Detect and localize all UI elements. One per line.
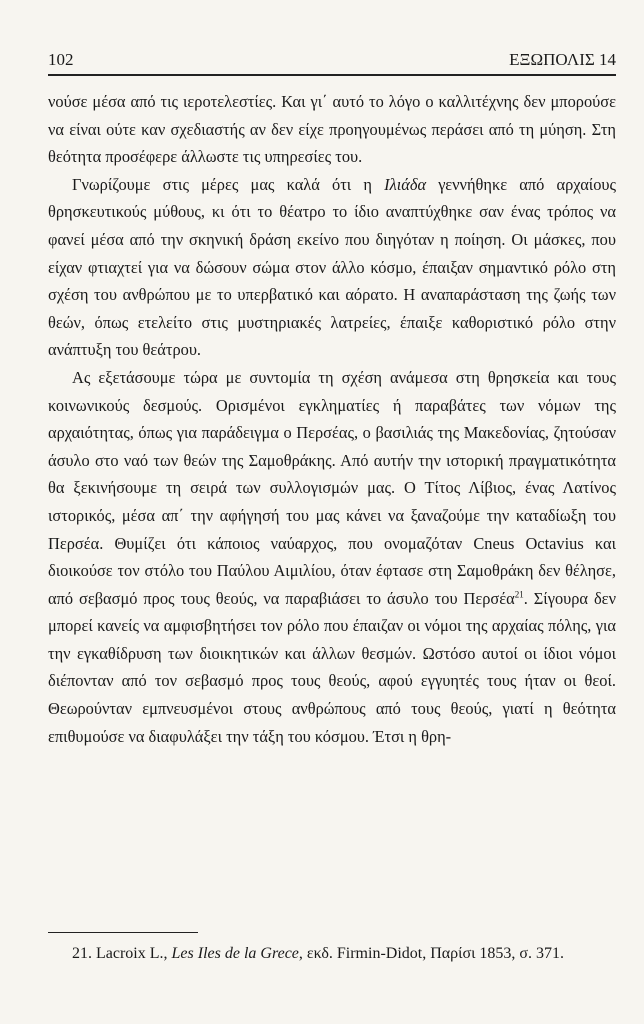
footnote-divider (48, 932, 198, 933)
footnote-author: Lacroix L., (92, 945, 172, 962)
running-header (48, 50, 616, 76)
paragraph-iliad (48, 171, 616, 364)
page-number: 102 (48, 50, 74, 69)
footnote (48, 942, 616, 966)
footnote-details: , εκδ. Firmin-Didot, Παρίσι 1853, σ. 371. (298, 945, 564, 962)
iliad-title: Ιλιάδα (384, 174, 427, 194)
footnote-title: Les Iles de la Grece (171, 945, 299, 962)
footnote-reference[interactable]: 21 (514, 589, 524, 600)
paragraph-iliad-start: Γνωρίζουμε στις μέρες μας καλά ότι η (72, 174, 385, 194)
body-text (48, 88, 616, 750)
paragraph-religion (48, 364, 616, 750)
paragraph-religion-end: . Σίγουρα δεν μπορεί κανείς να αμφισβητήσει τον ρόλο που έπαιζαν οι νόμοι της αρχαίας πόλης, για την εγκαθίδρυση των διοικητικών και άλλων θεσμών. Ωστόσο αυτοί οι ίδιοι νόμοι διέπονταν από τον σεβασμό προς τους θεούς, αφού εγγυητές τους ήταν οι θεοί. Θεωρούνταν εμπνευσμένοι στους ανθρώπους από τους θεούς, γιατί η θεότητα επιθυμούσε να διαφυλάξει την τάξη του κόσμου. Έτσι η θρη- (48, 588, 616, 746)
paragraph-continuation: νούσε μέσα από τις ιεροτελεστίες. Και γι΄ αυτό το λόγο ο καλλιτέχνης δεν μπορούσε να είναι ούτε καν σχεδιαστής αν δεν είχε προηγουμένως περάσει από τη μύηση. Στη θεότητα προσέφερε άλλωστε τις υπηρεσίες του. (48, 92, 616, 167)
paragraph-religion-start: Ας εξετάσουμε τώρα με συντομία τη σχέση ανάμεσα στη θρησκεία και τους κοινωνικούς δεσμούς. Ορισμένοι εγκληματίες ή παραβάτες των νόμων της αρχαιότητας, όπως για παράδειγμα ο Περσέας, ο βασιλιάς της Μακεδονίας, ζητούσαν άσυλο στο ναό των θεών της Σαμοθράκης. Από αυτήν την ιστορική πραγματικότητα θα ξεκινήσουμε τη σειρά των συλλογισμών μας. Ο Τίτος Λίβιος, ένας Λατίνος ιστορικός, μέσα απ΄ την αφήγησή του μας κάνει να ξαναζούμε την καταδίωξη του Περσέα. Θυμίζει ότι κάποιος ναύαρχος, που ονομαζόταν Cneus Octavius και διοικούσε τον στόλο του Παύλου Αιμιλίου, όταν έφτασε στη Σαμοθράκη δεν θέλησε, από σεβασμό προς τους θεούς, να παραβιάσει το άσυλο του Περσέα (48, 367, 616, 608)
footnote-number: 21. (72, 945, 92, 962)
running-title: ΕΞΩΠΟΛΙΣ 14 (509, 50, 616, 69)
paragraph-iliad-end: γεννήθηκε από αρχαίους θρησκευτικούς μύθους, κι ότι το θέατρο το ίδιο αναπτύχθηκε σαν ένας τρόπος να φανεί μέσα από την σκηνική δράση εκείνο που διηγόταν η ποίηση. Οι μάσκες, που είχαν φτιαχτεί για να δώσουν σώμα στον άλλο κόσμο, έπαιξαν σημαντικό ρόλο στη σχέση του ανθρώπου με το υπερβατικό και αόρατο. Η αναπαράσταση της ζωής των θεών, όπως ετελείτο στις μυστηριακές λατρείες, έπαιξε καθοριστικό ρόλο στην ανάπτυξη του θεάτρου. (48, 174, 616, 360)
